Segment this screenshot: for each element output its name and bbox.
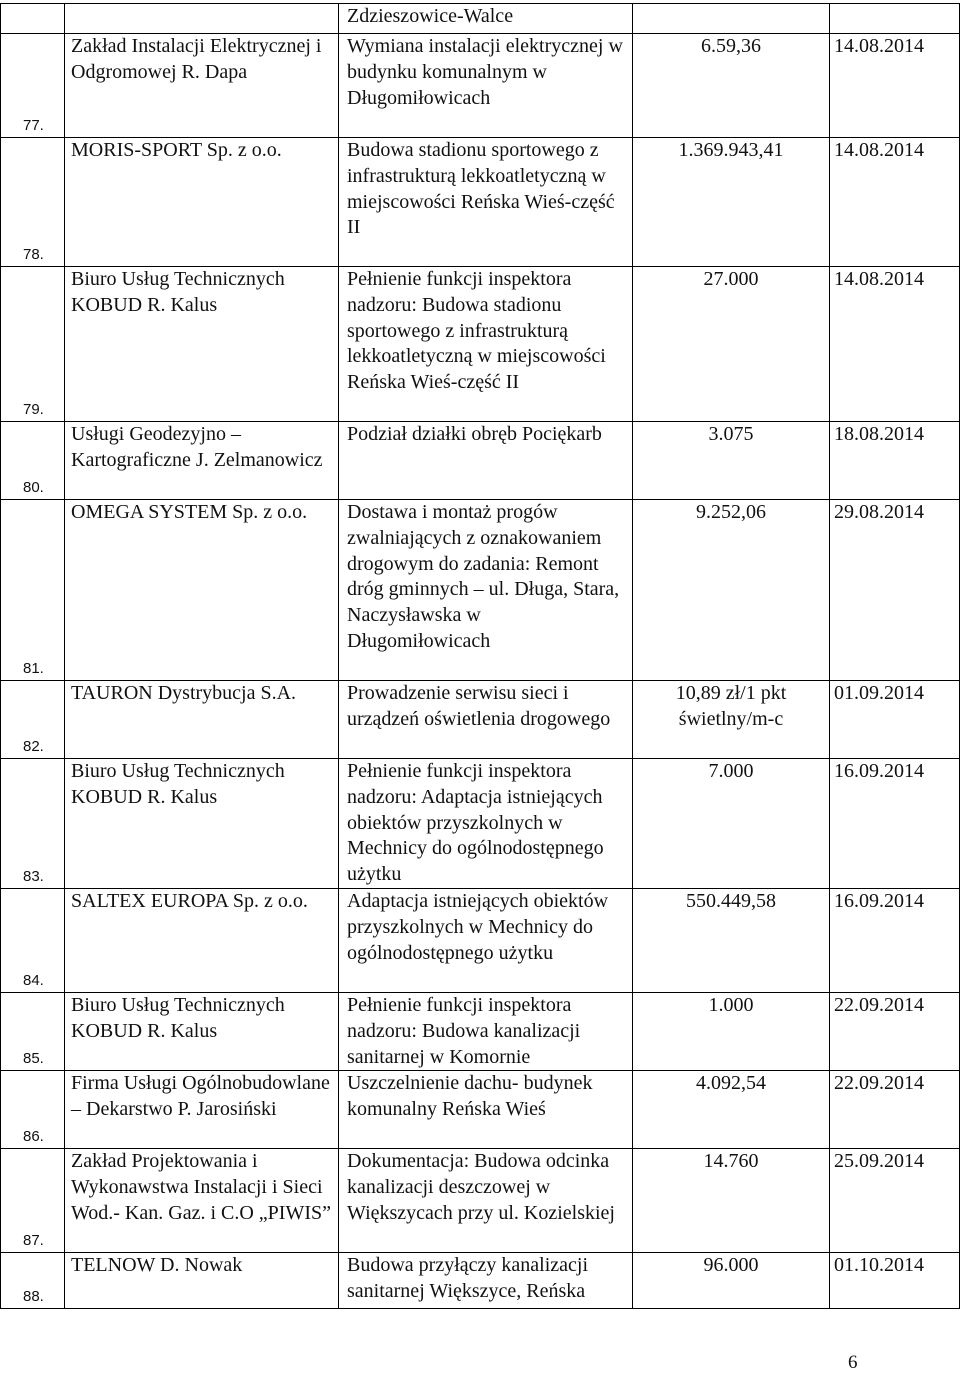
contract-description: Budowa przyłączy kanalizacji sanitarnej Większyce, Reńska [339,1253,633,1309]
row-number: 86. [1,1071,65,1149]
contract-date: 25.09.2014 [830,1149,960,1253]
row-number: 79. [1,267,65,422]
row-number: 87. [1,1149,65,1253]
contractor-name: OMEGA SYSTEM Sp. z o.o. [65,500,339,681]
contracts-table [0,3,960,1309]
row-number: 77. [1,34,65,138]
contract-description: Pełnienie funkcji inspektora nadzoru: Budowa kanalizacji sanitarnej w Komornie [339,992,633,1070]
contract-date: 18.08.2014 [830,422,960,500]
contract-amount: 6.59,36 [633,34,830,138]
contract-date: 14.08.2014 [830,34,960,138]
table-row [1,1149,960,1253]
contract-amount: 14.760 [633,1149,830,1253]
contract-description: Dostawa i montaż progów zwalniających z oznakowaniem drogowym do zadania: Remont dróg gminnych – ul. Długa, Stara, Naczysławska w Długomiłowicach [339,500,633,681]
table-row [1,992,960,1070]
contractor-name: Usługi Geodezyjno – Kartograficzne J. Zelmanowicz [65,422,339,500]
table-row [1,34,960,138]
contract-description: Adaptacja istniejących obiektów przyszkolnych w Mechnicy do ogólnodostępnego użytku [339,888,633,992]
table-row [1,759,960,889]
contract-date: 16.09.2014 [830,888,960,992]
amount-cell-empty [633,4,830,34]
contract-date: 14.08.2014 [830,138,960,267]
contract-amount: 7.000 [633,759,830,889]
table-row [1,422,960,500]
contract-date: 16.09.2014 [830,759,960,889]
contract-date: 22.09.2014 [830,992,960,1070]
contract-amount: 27.000 [633,267,830,422]
page-number: 6 [848,1352,858,1373]
contract-amount: 1.000 [633,992,830,1070]
contract-amount: 4.092,54 [633,1071,830,1149]
row-number: 81. [1,500,65,681]
contract-description: Pełnienie funkcji inspektora nadzoru: Budowa stadionu sportowego z infrastrukturą lekkoatletyczną w miejscowości Reńska Wieś-część II [339,267,633,422]
table-row [1,1253,960,1309]
lp-cell-empty [1,4,65,34]
contract-amount: 550.449,58 [633,888,830,992]
contract-date: 01.10.2014 [830,1253,960,1309]
contract-amount: 3.075 [633,422,830,500]
contractor-name: TELNOW D. Nowak [65,1253,339,1309]
row-number: 82. [1,681,65,759]
contract-description: Uszczelnienie dachu- budynek komunalny Reńska Wieś [339,1071,633,1149]
contractor-name: Biuro Usług Technicznych KOBUD R. Kalus [65,992,339,1070]
contract-description: Dokumentacja: Budowa odcinka kanalizacji deszczowej w Większycach przy ul. Kozielskiej [339,1149,633,1253]
row-number: 80. [1,422,65,500]
row-number: 78. [1,138,65,267]
contract-date: 14.08.2014 [830,267,960,422]
row-number: 83. [1,759,65,889]
contract-description: Podział działki obręb Pociękarb [339,422,633,500]
contract-description: Wymiana instalacji elektrycznej w budynku komunalnym w Długomiłowicach [339,34,633,138]
contract-amount: 1.369.943,41 [633,138,830,267]
contract-amount: 96.000 [633,1253,830,1309]
contract-description: Prowadzenie serwisu sieci i urządzeń oświetlenia drogowego [339,681,633,759]
contractor-name: Biuro Usług Technicznych KOBUD R. Kalus [65,267,339,422]
row-number: 84. [1,888,65,992]
contract-date: 01.09.2014 [830,681,960,759]
contract-amount: 9.252,06 [633,500,830,681]
table-row-fragment [1,4,960,34]
contract-description: Pełnienie funkcji inspektora nadzoru: Adaptacja istniejących obiektów przyszkolnych w Mechnicy do ogólnodostępnego użytku [339,759,633,889]
contractor-name: SALTEX EUROPA Sp. z o.o. [65,888,339,992]
contract-date: 29.08.2014 [830,500,960,681]
table-row [1,1071,960,1149]
contract-amount: 10,89 zł/1 pkt świetlny/m-c [633,681,830,759]
row-number: 85. [1,992,65,1070]
contractor-name: Firma Usługi Ogólnobudowlane – Dekarstwo P. Jarosiński [65,1071,339,1149]
date-cell-empty [830,4,960,34]
table-row [1,500,960,681]
table-row [1,267,960,422]
firm-cell-empty [65,4,339,34]
contract-date: 22.09.2014 [830,1071,960,1149]
contractor-name: Zakład Projektowania i Wykonawstwa Instalacji i Sieci Wod.- Kan. Gaz. i C.O „PIWIS” [65,1149,339,1253]
table-row [1,681,960,759]
contractor-name: MORIS-SPORT Sp. z o.o. [65,138,339,267]
row-number: 88. [1,1253,65,1309]
contractor-name: Biuro Usług Technicznych KOBUD R. Kalus [65,759,339,889]
contractor-name: TAURON Dystrybucja S.A. [65,681,339,759]
table-row [1,888,960,992]
description-cell: Zdzieszowice-Walce [339,4,633,34]
contractor-name: Zakład Instalacji Elektrycznej i Odgromowej R. Dapa [65,34,339,138]
contract-description: Budowa stadionu sportowego z infrastrukturą lekkoatletyczną w miejscowości Reńska Wieś-część II [339,138,633,267]
table-row [1,138,960,267]
